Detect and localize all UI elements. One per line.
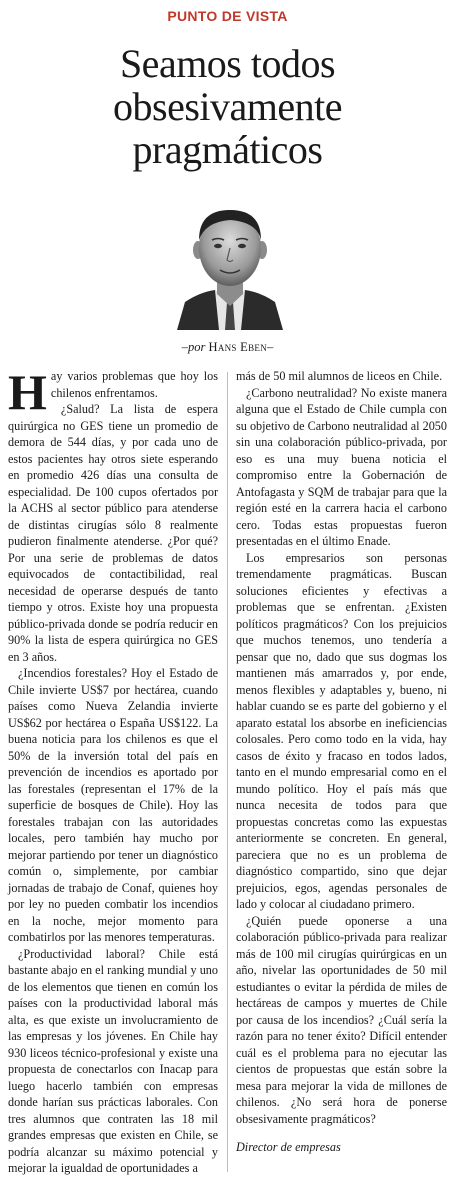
article-column-right xyxy=(236,368,447,1156)
paragraph: ¿Carbono neutralidad? No existe manera alguna que el Estado de Chile cumpla con su objetivo de Carbono neutralidad al 2050 sin una colaboración público-privada, por eso es una muy buena noticia el compromiso entre la Gobernación de Antofagasta y SQM de trabajar para que la región esté en la carrera hacia el carbono cero. Todas estas propuestas fueron presentadas en el último Enade. xyxy=(236,385,447,548)
drop-cap: H xyxy=(8,364,47,420)
paragraph: Los empresarios son personas tremendamente pragmáticas. Buscan soluciones eficientes y efectivas a problemas que se enfrentan. ¿Existen políticos pragmáticos? Con los prejuicios que muchos tenemos, uno tendería a pensar que no, dado que sus dogmas los mantienen más amarrados y, por ende, menos flexibles y adaptables y, bueno, ni hablar cuando se es parte del gobierno y el aparato estatal los absorbe en ineficiencias colosales. Pero como todo en la vida, hay casos de éxito y fracaso en todos lados, tanto en el mundo empresarial como en el mundo político. Hoy el país más que nunca necesita de todos para que propuestas concretas como las expuestas anteriormente se concreten. En general, pareciera que no es un problema de diagnóstico compartido, sino que dejar prejuicios, egos, agendas personales de lado y colocar al ciudadano primero. xyxy=(236,550,447,911)
author-signature: Director de empresas xyxy=(236,1140,341,1154)
paragraph: ¿Salud? La lista de espera quirúrgica no GES tiene un promedio de demora de 544 días, y por cada uno de estos pacientes hay otros siete esperando en promedio 426 días una consulta de especialidad. De 100 cupos ofertados por la ACHS al sector público para atenderse de distintas cirugías sólo 8 realmente pudieron finalmente atenderse. ¿Por qué? Por una serie de problemas de datos equivocados de contactibilidad, real necesidad de operarse después de tanto tiempo y otros. Existe hoy una propuesta público-privada donde se podría reducir en 90% la lista de espera quirúrgica no GES en 3 años. xyxy=(8,402,218,664)
headline-line-2: obsesivamente xyxy=(113,84,342,129)
article-column-left xyxy=(8,364,218,1177)
section-label: PUNTO DE VISTA xyxy=(167,8,288,24)
paragraph-text: ay varios problemas que hoy los chilenos enfrentamos. xyxy=(50,369,218,400)
paragraph: ¿Productividad laboral? Chile está bastante abajo en el ranking mundial y uno de los elementos que tienen en común los países con la productividad laboral más alta, es que existe un involucramiento de las empresas y los jóvenes. En Chile hay 930 liceos técnico-profesional y existe una propuesta de conectarlos con Inacap para luego hacerlo también con empresas donde harían sus prácticas laborales. Con tres alumnos que contraten las 18 mil grandes empresas que existen en Chile, se podría alcanzar su máximo potencial y mejorar la igualdad de oportunidades a xyxy=(8,946,218,1175)
headline-line-1: Seamos todos xyxy=(119,41,336,86)
author-portrait xyxy=(175,202,285,330)
headline xyxy=(20,42,435,171)
paragraph: ¿Quién puede oponerse a una colaboración público-privada para realizar más de 100 mil cirugías quirúrgicas en un año, nivelar las oportunidades de 50 mil estudiantes o evitar la pérdida de miles de hectáreas de campos y muertes de Chile por causa de los incendios? ¿Cuál sería la razón para no tener éxito? Difícil entender cuál es el problema para no ejecutar las cientos de propuestas que están sobre la mesa para mejorar la vida de millones de chilenos. ¿No será hora de ponerse obsesivamente pragmáticos? xyxy=(236,913,447,1126)
headline-line-3: pragmáticos xyxy=(132,127,323,172)
author-name: Hans Eben xyxy=(208,340,267,354)
byline xyxy=(0,340,455,355)
paragraph: ¿Incendios forestales? Hoy el Estado de Chile invierte US$7 por hectárea, cuando países como Nueva Zelandia invierte US$62 por hectárea o España US$122. La buena noticia para los chilenos es que el 50% de la inversión total del país en prevención de incendios es aportado por las forestales (representan el 17% de la superficie de bosques de Chile). Hoy las forestales trabajan con las autoridades locales, pero también hay mucho por mejorar partiendo por tener un diagnóstico común o, simplemente, por cambiar jornadas de trabajo de Conaf, quienes hoy por ley no pueden combatir los incendios en la noche, mejor momento para combatirlos por las menores temperaturas. xyxy=(8,666,218,944)
column-divider xyxy=(227,372,228,1172)
paragraph xyxy=(8,364,218,420)
byline-prefix: –por xyxy=(181,340,209,354)
paragraph: más de 50 mil alumnos de liceos en Chile. xyxy=(236,369,443,383)
byline-suffix: – xyxy=(267,340,274,354)
